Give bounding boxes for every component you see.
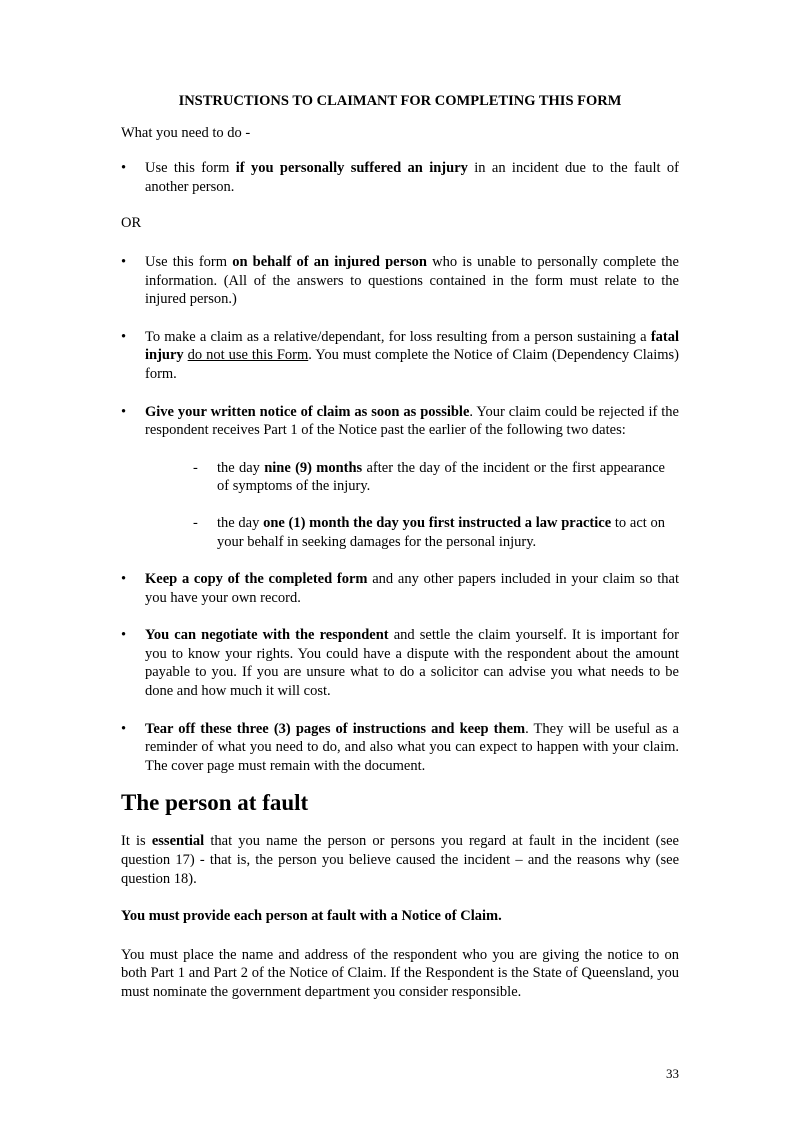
- paragraph-text: It is: [121, 833, 152, 850]
- bullet-text: and any other papers included in your claim so that you have your own record.: [145, 571, 679, 606]
- bullet-fatal-injury: [121, 328, 679, 384]
- bullet-behalf-injured: [121, 253, 679, 309]
- section-heading: The person at fault: [121, 790, 309, 816]
- paragraph-notice-required: You must provide each person at fault with a Notice of Claim.: [121, 908, 502, 925]
- bullet-text: . You must complete the Notice of Claim (Dependency Claims) form.: [145, 347, 680, 382]
- paragraph-essential: [121, 832, 679, 888]
- sub-text: the day: [217, 514, 264, 531]
- sub-text: the day: [217, 459, 265, 476]
- bullet-emphasis: You can negotiate with the respondent: [145, 627, 389, 644]
- bullet-text: . They will be useful as a reminder of what you need to do, and also what you can expect to happen with your claim. The cover page must remain with the document.: [145, 720, 679, 774]
- bullet-icon: •: [121, 160, 127, 177]
- paragraph-respondent: You must place the name and address of the respondent who you are giving the notice to on both Part 1 and Part 2 of the Notice of Claim. If the Respondent is the State of Queensland, you must nominate the government department you consider responsible.: [121, 946, 679, 1000]
- bullet-icon: •: [121, 627, 127, 644]
- bullet-emphasis: fatal injury: [145, 328, 679, 364]
- bullet-icon: •: [121, 720, 127, 737]
- bullet-tear-off: [121, 720, 679, 776]
- paragraph-emphasis: essential: [151, 833, 205, 850]
- bullet-emphasis: on behalf of an injured person: [232, 253, 427, 270]
- bullet-text: Use this form: [145, 160, 236, 177]
- bullet-text: who is unable to personally complete the information. (All of the answers to questions contained in the form must relate to the injured person.): [145, 253, 679, 308]
- bullet-text: To make a claim as a relative/dependant, for loss resulting from a person sustaining a: [145, 328, 651, 345]
- bullet-text: and settle the claim yourself. It is important for you to know your rights. You could have a dispute with the respondent about the amount payable to you. If you are unsure what to do a solicitor can advise you what needs to be done and how much it will cost.: [145, 627, 679, 700]
- bullet-text: Use this form: [145, 253, 233, 270]
- sub-text: after the day of the incident or the first appearance of symptoms of the injury.: [217, 459, 665, 495]
- sub-item-nine-months: [121, 459, 679, 496]
- bullet-icon: •: [121, 328, 127, 345]
- or-separator: OR: [121, 215, 142, 232]
- bullet-text: . Your claim could be rejected if the respondent receives Part 1 of the Notice past the earlier of the following two dates:: [145, 403, 679, 439]
- bullet-icon: •: [121, 571, 127, 588]
- bullet-emphasis: Keep a copy of the completed form: [145, 571, 368, 588]
- bullet-underline: do not use this Form: [187, 347, 309, 364]
- page-title: INSTRUCTIONS TO CLAIMANT FOR COMPLETING THIS FORM: [178, 93, 622, 109]
- bullet-keep-copy: [121, 570, 679, 607]
- dash-icon: -: [193, 459, 198, 476]
- dash-icon: -: [193, 514, 198, 531]
- bullet-emphasis: Tear off these three (3) pages of instructions and keep them: [145, 720, 526, 737]
- sub-emphasis: nine (9) months: [264, 459, 363, 476]
- paragraph-text: that you name the person or persons you regard at fault in the incident (see question 17) - that is, the person you believe caused the incident – and the reasons why (see question 18).: [121, 833, 679, 887]
- sub-text: to act on your behalf in seeking damages for the personal injury.: [217, 514, 665, 550]
- bullet-text: in an incident due to the fault of another person.: [145, 160, 679, 195]
- bullet-emphasis: if you personally suffered an injury: [235, 160, 468, 177]
- bullet-icon: •: [121, 253, 127, 270]
- bullet-personal-injury: [121, 159, 679, 196]
- sub-item-one-month: [121, 514, 679, 551]
- intro-text: What you need to do -: [121, 124, 251, 141]
- bullet-icon: •: [121, 403, 127, 420]
- sub-emphasis: one (1) month the day you first instructed a law practice: [263, 514, 612, 531]
- bullet-negotiate: [121, 626, 679, 700]
- document-page: [121, 92, 679, 1002]
- bullet-notice-asap: [121, 403, 679, 440]
- bullet-emphasis: Give your written notice of claim as soon as possible: [145, 403, 470, 420]
- page-number: 33: [666, 1066, 679, 1081]
